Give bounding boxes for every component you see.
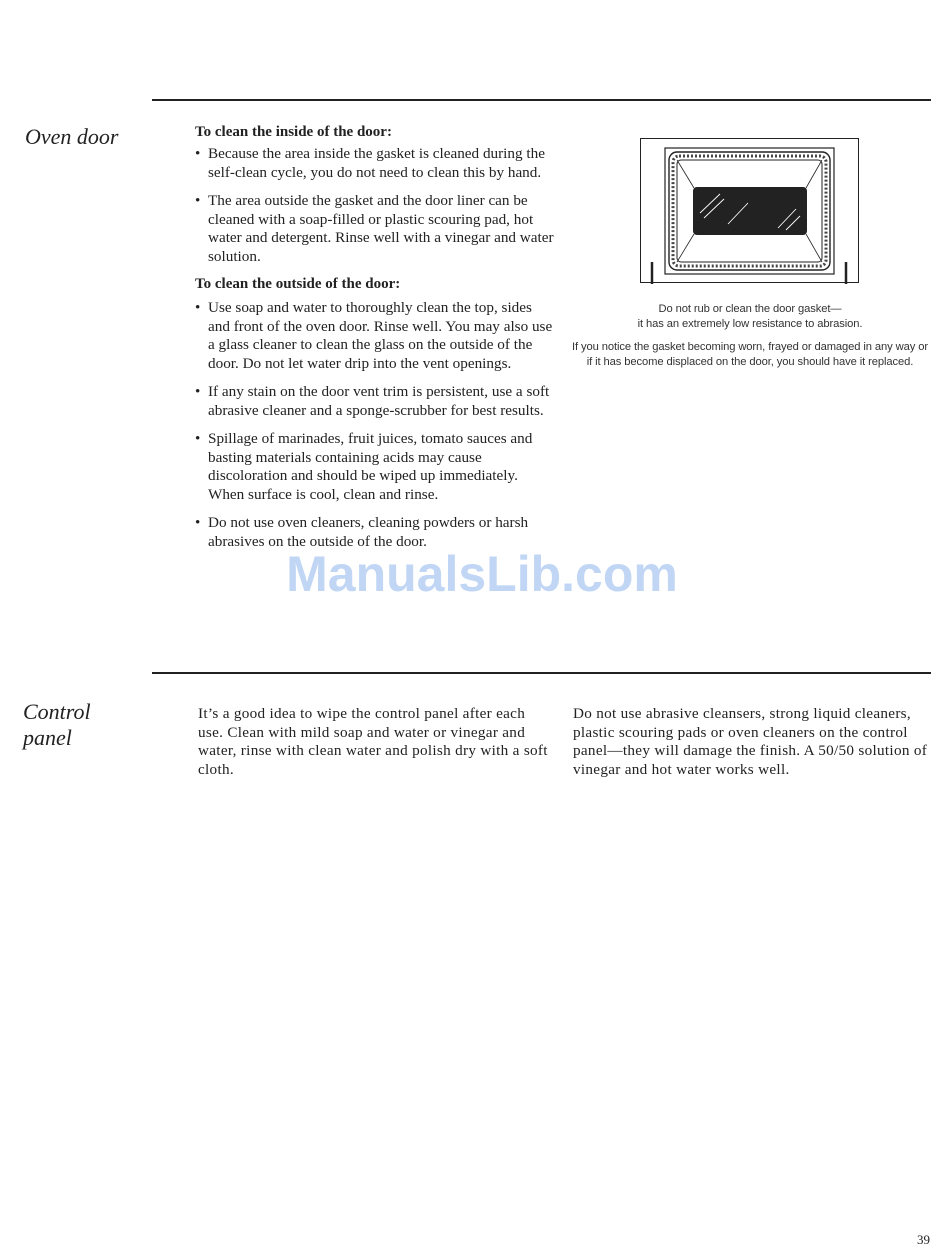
list-item: • The area outside the gasket and the door liner can be cleaned with a soap-filled or plastic scouring pad, hot water and detergent. Rinse well with a vinegar and water solution.: [195, 192, 554, 265]
section-title-control-panel: Control panel: [23, 699, 91, 750]
gasket-caption-secondary: If you notice the gasket becoming worn, frayed or damaged in any way or if it has become displaced on the door, you should have it replaced.: [571, 341, 929, 368]
section-title-oven-door: Oven door: [25, 124, 119, 149]
list-item: • Spillage of marinades, fruit juices, tomato sauces and basting materials containing acids may cause discoloration and should be wiped up immediately. When surface is cool, clean and rinse.: [195, 430, 533, 503]
control-panel-right-text: Do not use abrasive cleansers, strong liquid cleaners, plastic scouring pads or oven cleaners on the control panel—they will damage the finish. A 50/50 solution of vinegar and hot water works well.: [573, 705, 928, 778]
outside-door-heading: To clean the outside of the door:: [195, 276, 401, 292]
section-divider-top: [152, 99, 931, 101]
oven-door-text-column: [195, 123, 557, 561]
list-item: • If any stain on the door vent trim is persistent, use a soft abrasive cleaner and a sponge-scrubber for best results.: [195, 383, 550, 419]
list-item: • Use soap and water to thoroughly clean the top, sides and front of the oven door. Rinse well. You may also use a glass cleaner to clean the glass on the outside of the door. Do not let water drip into the vent openings.: [195, 299, 553, 372]
page-number: 39: [917, 1232, 930, 1247]
list-item: • Because the area inside the gasket is cleaned during the self-clean cycle, you do not need to clean this by hand.: [195, 145, 545, 181]
inside-door-heading: To clean the inside of the door:: [195, 124, 392, 140]
outside-door-list: [195, 299, 557, 551]
inside-door-list: [195, 145, 557, 266]
gasket-caption-primary: Do not rub or clean the door gasket— it has an extremely low resistance to abrasion.: [637, 303, 863, 330]
section-divider-middle: [152, 672, 931, 674]
control-panel-left-text: It’s a good idea to wipe the control panel after each use. Clean with mild soap and water or vinegar and water, rinse with clean water and polish dry with a soft cloth.: [198, 705, 548, 778]
list-item: • Do not use oven cleaners, cleaning powders or harsh abrasives on the outside of the door.: [195, 514, 529, 550]
oven-door-gasket-illustration: [640, 138, 860, 284]
manualslib-watermark: ManualsLib.com: [286, 546, 678, 602]
